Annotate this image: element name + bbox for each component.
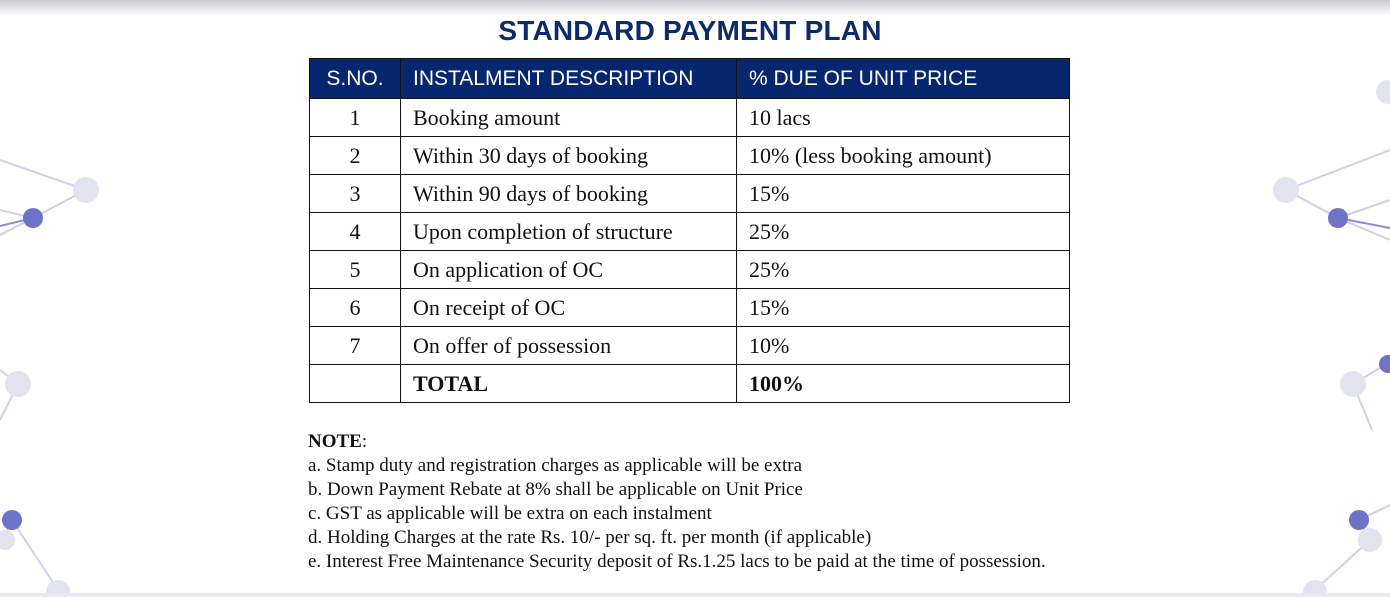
table-row [310,213,1070,251]
row-description: Upon completion of structure [401,213,737,251]
total-sno [310,365,401,403]
bottom-rule [0,593,1390,597]
note-item: e. Interest Free Maintenance Security deposit of Rs.1.25 lacs to be paid at the time of possession. [308,551,1046,572]
table-row [310,327,1070,365]
note-item: c. GST as applicable will be extra on each instalment [308,503,712,524]
table-header-row [310,59,1070,99]
total-label: TOTAL [401,365,737,403]
notes-heading-line [308,430,1046,454]
row-due: 10% [737,327,1070,365]
row-due: 25% [737,251,1070,289]
row-due: 15% [737,289,1070,327]
notes-heading-colon: : [361,431,368,452]
table-row [310,175,1070,213]
note-item: d. Holding Charges at the rate Rs. 10/- per sq. ft. per month (if applicable) [308,527,872,548]
note-item: b. Down Payment Rebate at 8% shall be applicable on Unit Price [308,479,803,500]
row-description: Within 30 days of booking [401,137,737,175]
table-row [310,137,1070,175]
table-row [310,99,1070,137]
row-description: On offer of possession [401,327,737,365]
table-total-row [310,365,1070,403]
row-due: 10 lacs [737,99,1070,137]
row-due: 10% (less booking amount) [737,137,1070,175]
notes-heading: NOTE [308,431,362,452]
row-description: Within 90 days of booking [401,175,737,213]
payment-plan-table [309,58,1070,403]
row-description: On application of OC [401,251,737,289]
row-sno: 5 [310,251,401,289]
table-row [310,289,1070,327]
header-sno: S.NO. [310,59,401,99]
total-due: 100% [737,365,1070,403]
row-sno: 3 [310,175,401,213]
header-due: % DUE OF UNIT PRICE [737,59,1070,99]
page-title: STANDARD PAYMENT PLAN [498,15,882,46]
table-row [310,251,1070,289]
row-sno: 1 [310,99,401,137]
row-sno: 7 [310,327,401,365]
row-sno: 4 [310,213,401,251]
row-description: Booking amount [401,99,737,137]
row-due: 25% [737,213,1070,251]
row-sno: 2 [310,137,401,175]
row-sno: 6 [310,289,401,327]
row-description: On receipt of OC [401,289,737,327]
notes-section [308,430,1046,574]
note-item: a. Stamp duty and registration charges as applicable will be extra [308,455,803,476]
header-description: INSTALMENT DESCRIPTION [401,59,737,99]
row-due: 15% [737,175,1070,213]
